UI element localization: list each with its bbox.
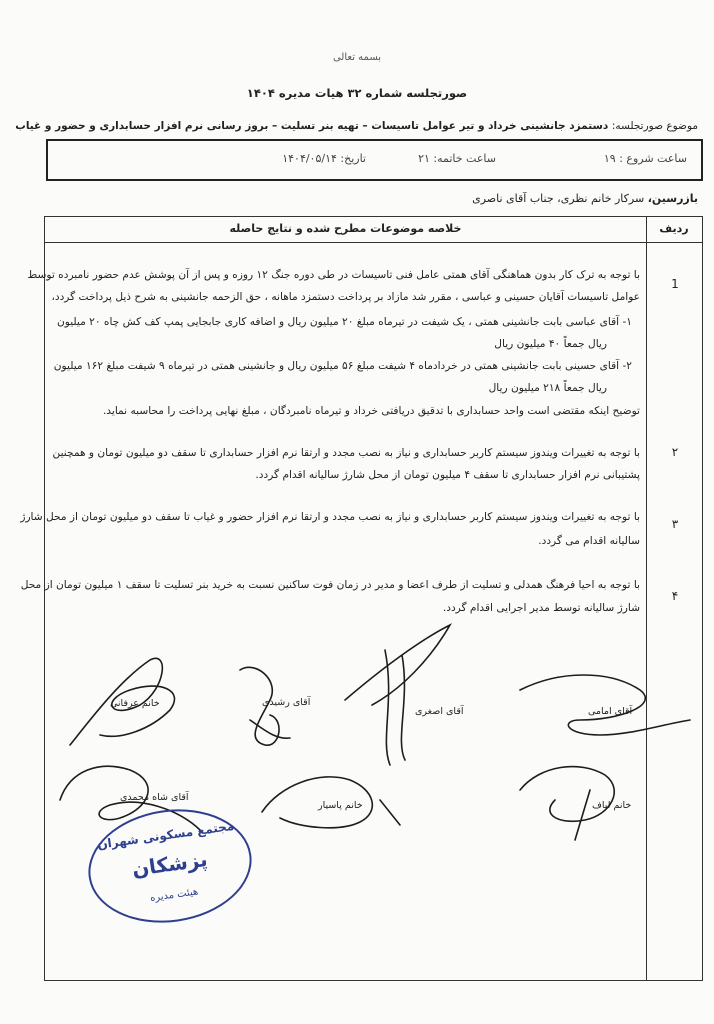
- row-1-line-1: با توجه به ترک کار بدون هماهنگی آقای همتی عامل فنی تاسیسات در طی دوره جنگ ۱۲ روزه و پس از آن پوشش عدم حضور نامبرده توسط: [27, 269, 640, 281]
- header-divider: [45, 242, 702, 243]
- seal-text-bottom: هیئت مدیره: [149, 886, 199, 905]
- subject-label: موضوع صورتجلسه:: [611, 120, 698, 132]
- signature-label-7: خانم لباف: [592, 800, 632, 811]
- seal-text-middle: پزشکان: [130, 846, 209, 882]
- row-1-line-3: ۱- آقای عباسی بابت جانشینی همتی ، یک شیفت در تیرماه مبلغ ۲۰ میلیون ریال و اضافه کاری جابجایی پمپ کف کش چاه ۲۰ میلیون: [56, 316, 632, 328]
- signature-label-1: خانم عرفانی: [110, 698, 160, 709]
- row-1-line-5: ۲- آقای حسینی بابت جانشینی همتی در خردادماه ۴ شیفت مبلغ ۵۶ میلیون ریال و جانشینی همتی در تیرماه ۹ شیفت مبلغ ۱۶۲ میلیون: [53, 360, 632, 372]
- signature-label-4: آقای امامی: [588, 706, 633, 717]
- signature-label-2: آقای رشیدی: [262, 697, 311, 708]
- row-1-line-6: ریال جمعاً ۲۱۸ میلیون ریال: [488, 382, 607, 394]
- row-1-line-4: ریال جمعاً ۴۰ میلیون ریال: [494, 338, 607, 350]
- row-number-3: ۳: [671, 517, 679, 531]
- signature-label-5: آقای شاه محمدی: [120, 792, 189, 803]
- row-number-1: 1: [671, 277, 679, 291]
- meeting-meta-box: [46, 139, 703, 181]
- inspectors-names: سرکار خانم نظری، جناب آقای ناصری: [472, 192, 645, 205]
- row-3-line-1: با توجه به تغییرات ویندوز سیستم کاربر حسابداری و نیاز به نصب مجدد و ارتقا نرم افزار حضور و غیاب تا سقف دو میلیون تومان از محل شارژ: [20, 511, 640, 523]
- start-time: ساعت شروع : ۱۹: [603, 152, 687, 165]
- inspectors-label: بازرسین،: [647, 192, 698, 205]
- row-1-line-7: توضیح اینکه مقتضی است واحد حسابداری با تدقیق دریافتی خرداد و تیرماه نامبردگان ، مبلغ نهایی پرداخت را محاسبه نماید.: [102, 405, 640, 417]
- column-header-summary: خلاصه موضوعات مطرح شده و نتایج حاصله: [229, 222, 462, 235]
- row-number-2: ۲: [671, 445, 679, 459]
- inspectors-line: [472, 192, 698, 205]
- column-divider: [646, 217, 647, 980]
- row-4-line-2: شارژ سالیانه توسط مدیر اجرایی اقدام گردد.: [442, 602, 640, 614]
- row-number-4: ۴: [671, 589, 679, 603]
- row-3-line-2: سالیانه اقدام می گردد.: [538, 535, 640, 547]
- signature-label-6: خانم پاسیار: [318, 800, 363, 811]
- seal-text-top: مجتمع مسکونی شهران: [96, 818, 235, 852]
- subject-line: [8, 120, 698, 132]
- row-4-line-1: با توجه به احیا فرهنگ همدلی و تسلیت از طرف اعضا و مدیر در زمان فوت ساکنین نسبت به خرید بنر تسلیت تا سقف ۱ میلیون تومان از محل: [20, 579, 640, 591]
- bismillah-heading: بسمه تعالی: [332, 52, 382, 63]
- document-title: صورتجلسه شماره ۳۲ هیات مدیره ۱۴۰۴: [246, 86, 468, 100]
- row-2-line-2: پشتیبانی نرم افزار حسابداری تا سقف ۴ میلیون تومان از محل شارژ سالیانه اقدام گردد.: [255, 469, 640, 481]
- subject-text: دستمزد جانشینی خرداد و تیر عوامل تاسیسات – تهیه بنر تسلیت – بروز رسانی نرم افزار حسابداری و حضور و غیاب: [15, 120, 609, 132]
- row-1-line-2: عوامل تاسیسات آقایان حسینی و عباسی ، مقرر شد مازاد بر پرداخت دستمزد ماهانه ، حق الزحمه جانشینی به شرح ذیل پرداخت گردد،: [51, 291, 640, 303]
- meeting-date: تاریخ: ۱۴۰۴/۰۵/۱۴: [282, 152, 366, 165]
- column-header-row-number: ردیف: [659, 222, 689, 235]
- row-2-line-1: با توجه به تغییرات ویندوز سیستم کاربر حسابداری و نیاز به نصب مجدد و ارتقا نرم افزار حسابداری تا سقف دو میلیون تومان و همچنین: [52, 447, 640, 459]
- end-time: ساعت خاتمه: ۲۱: [418, 152, 496, 165]
- signature-label-3: آقای اصغری: [415, 706, 464, 717]
